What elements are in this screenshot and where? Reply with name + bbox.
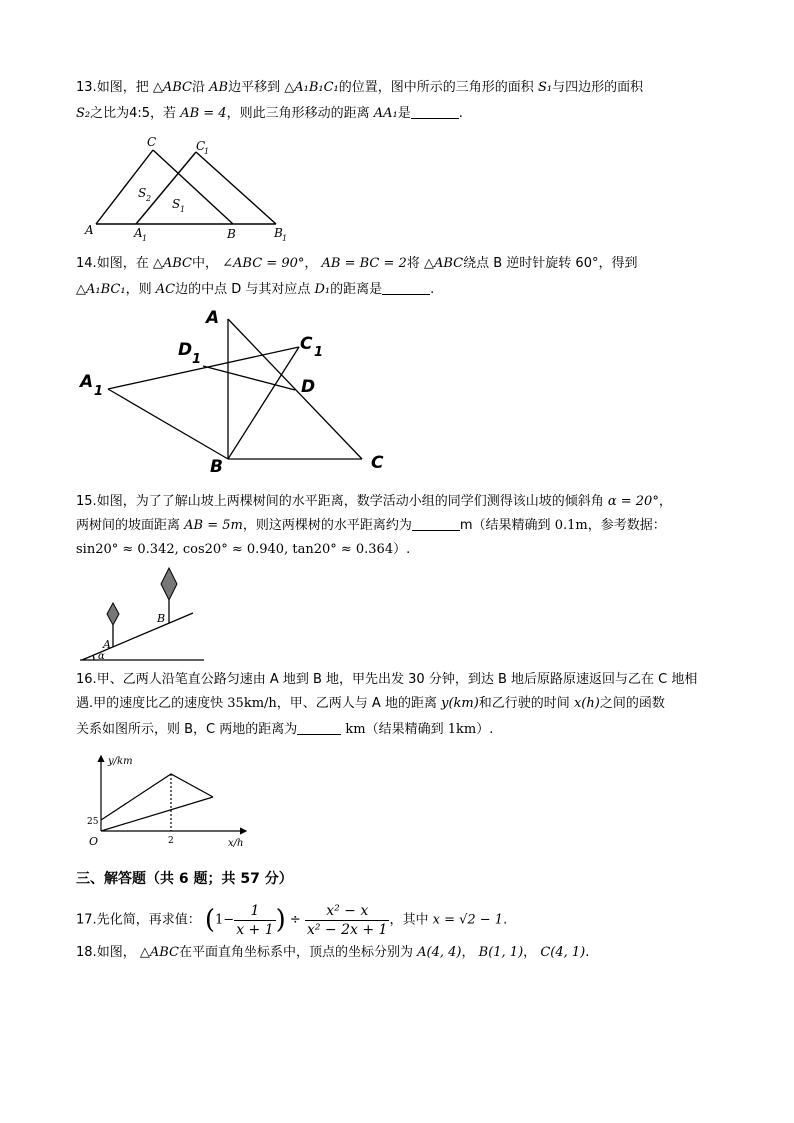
q13-line1: 13.如图，把 △ABC沿 AB边平移到 △A₁B₁C₁的位置，图中所示的三角形的面积 S₁与四边形的面积 bbox=[76, 80, 644, 95]
q15-line3: sin20° ≈ 0.342, cos20° ≈ 0.940, tan20° ≈ 0.364）. bbox=[76, 542, 411, 557]
q13-figure bbox=[76, 130, 306, 245]
q15-figure bbox=[76, 565, 211, 665]
tree-a-crown bbox=[107, 603, 119, 625]
svg-text:1: 1 bbox=[94, 384, 104, 399]
q14-label-C: C bbox=[371, 453, 384, 473]
q14-label-D: D bbox=[301, 377, 316, 397]
q16-y-axis-label: y/km bbox=[108, 756, 133, 767]
q15-label-B: B bbox=[157, 612, 166, 625]
q15-line1: 15.如图，为了了解山坡上两棵树间的水平距离，数学活动小组的同学们测得该山坡的倾斜角 α = 20°， bbox=[76, 494, 672, 509]
q14-label-A: A bbox=[206, 308, 220, 328]
q13-label-S1: S bbox=[172, 197, 181, 211]
q13-label-S2: S bbox=[138, 186, 147, 200]
q17-fraction-2: $\frac{\text{x² − x}}{\text{x² − 2x + 1}}$ bbox=[306, 902, 388, 938]
q16-tick-2: 2 bbox=[168, 836, 174, 846]
svg-text:1: 1 bbox=[142, 234, 148, 243]
svg-text:1: 1 bbox=[314, 345, 324, 360]
q13-number: 13. bbox=[76, 80, 97, 95]
q14-label-D1: D bbox=[178, 340, 193, 360]
q13-line2: S₂之比为4:5，若 AB = 4，则此三角形移动的距离 AA₁是 . bbox=[76, 106, 463, 121]
q15-label-A: A bbox=[103, 638, 111, 651]
q14-figure bbox=[76, 303, 406, 478]
svg-text:1: 1 bbox=[204, 147, 210, 156]
q16-origin-label: O bbox=[89, 835, 99, 848]
q14-label-B: B bbox=[210, 457, 223, 477]
q16-number: 16. bbox=[76, 672, 97, 687]
svg-text:2: 2 bbox=[146, 194, 152, 203]
q15-line2: 两树间的坡面距离 AB = 5m，则这两棵树的水平距离约为 m（结果精确到 0.1m，参考数据： bbox=[76, 518, 666, 533]
q13-label-C1: C bbox=[196, 139, 206, 153]
q18-number: 18. bbox=[76, 945, 97, 960]
q13-label-C: C bbox=[147, 135, 157, 149]
q16-answer-blank[interactable] bbox=[297, 720, 341, 735]
q15-label-alpha: α bbox=[98, 651, 105, 662]
q17-number: 17. bbox=[76, 912, 97, 928]
q17-line: 17.先化简，再求值： (1− $\frac{1}{x + 1}$ ) ÷ $\frac{\text{x² − x}}{\text{x² − 2x + 1}}$ ，其中 x = √2 − 1. bbox=[76, 902, 508, 938]
q16-x-axis-label: x/h bbox=[228, 838, 244, 849]
q13-label-B1: B bbox=[274, 226, 283, 240]
section-heading: 三、解答题（共 6 题；共 57 分） bbox=[76, 871, 293, 887]
q13-label-A1: A bbox=[134, 226, 143, 240]
q14-line2: △A₁BC₁，则 AC边的中点 D 与其对应点 D₁的距离是 . bbox=[76, 282, 435, 297]
q13-label-A: A bbox=[85, 223, 94, 237]
q14-label-C1: C bbox=[300, 334, 313, 354]
q17-fraction-1: $\frac{1}{x + 1}$ bbox=[236, 902, 274, 938]
q16-tick-25: 25 bbox=[87, 817, 99, 827]
q15-answer-blank[interactable] bbox=[412, 516, 460, 531]
q18-line: 18.如图， △ABC在平面直角坐标系中，顶点的坐标分别为 A(4, 4)， B(1, 1)， C(4, 1). bbox=[76, 945, 590, 960]
q16-line1: 16.甲、乙两人沿笔直公路匀速由 A 地到 B 地，甲先出发 30 分钟，到达 B 地后原路原速返回与乙在 C 地相 bbox=[76, 672, 698, 687]
tree-b-crown bbox=[161, 568, 177, 600]
svg-text:1: 1 bbox=[282, 234, 288, 243]
svg-text:1: 1 bbox=[180, 205, 186, 214]
q16-figure bbox=[84, 750, 259, 850]
q13-label-B: B bbox=[227, 227, 236, 241]
q14-answer-blank[interactable] bbox=[382, 280, 430, 295]
q13-answer-blank[interactable] bbox=[411, 104, 459, 119]
q15-number: 15. bbox=[76, 494, 97, 509]
q14-label-A1: A bbox=[80, 372, 94, 392]
svg-text:1: 1 bbox=[192, 352, 202, 367]
q14-number: 14. bbox=[76, 256, 97, 271]
q16-line3: 关系如图所示，则 B，C 两地的距离为 km（结果精确到 1km）. bbox=[76, 722, 494, 737]
q16-line2: 遇.甲的速度比乙的速度快 35km/h，甲、乙两人与 A 地的距离 y(km)和乙行驶的时间 x(h)之间的函数 bbox=[76, 696, 665, 711]
q14-line1: 14.如图，在 △ABC中， ∠ABC = 90°， AB = BC = 2将 △ABC绕点 B 逆时针旋转 60°，得到 bbox=[76, 256, 638, 271]
